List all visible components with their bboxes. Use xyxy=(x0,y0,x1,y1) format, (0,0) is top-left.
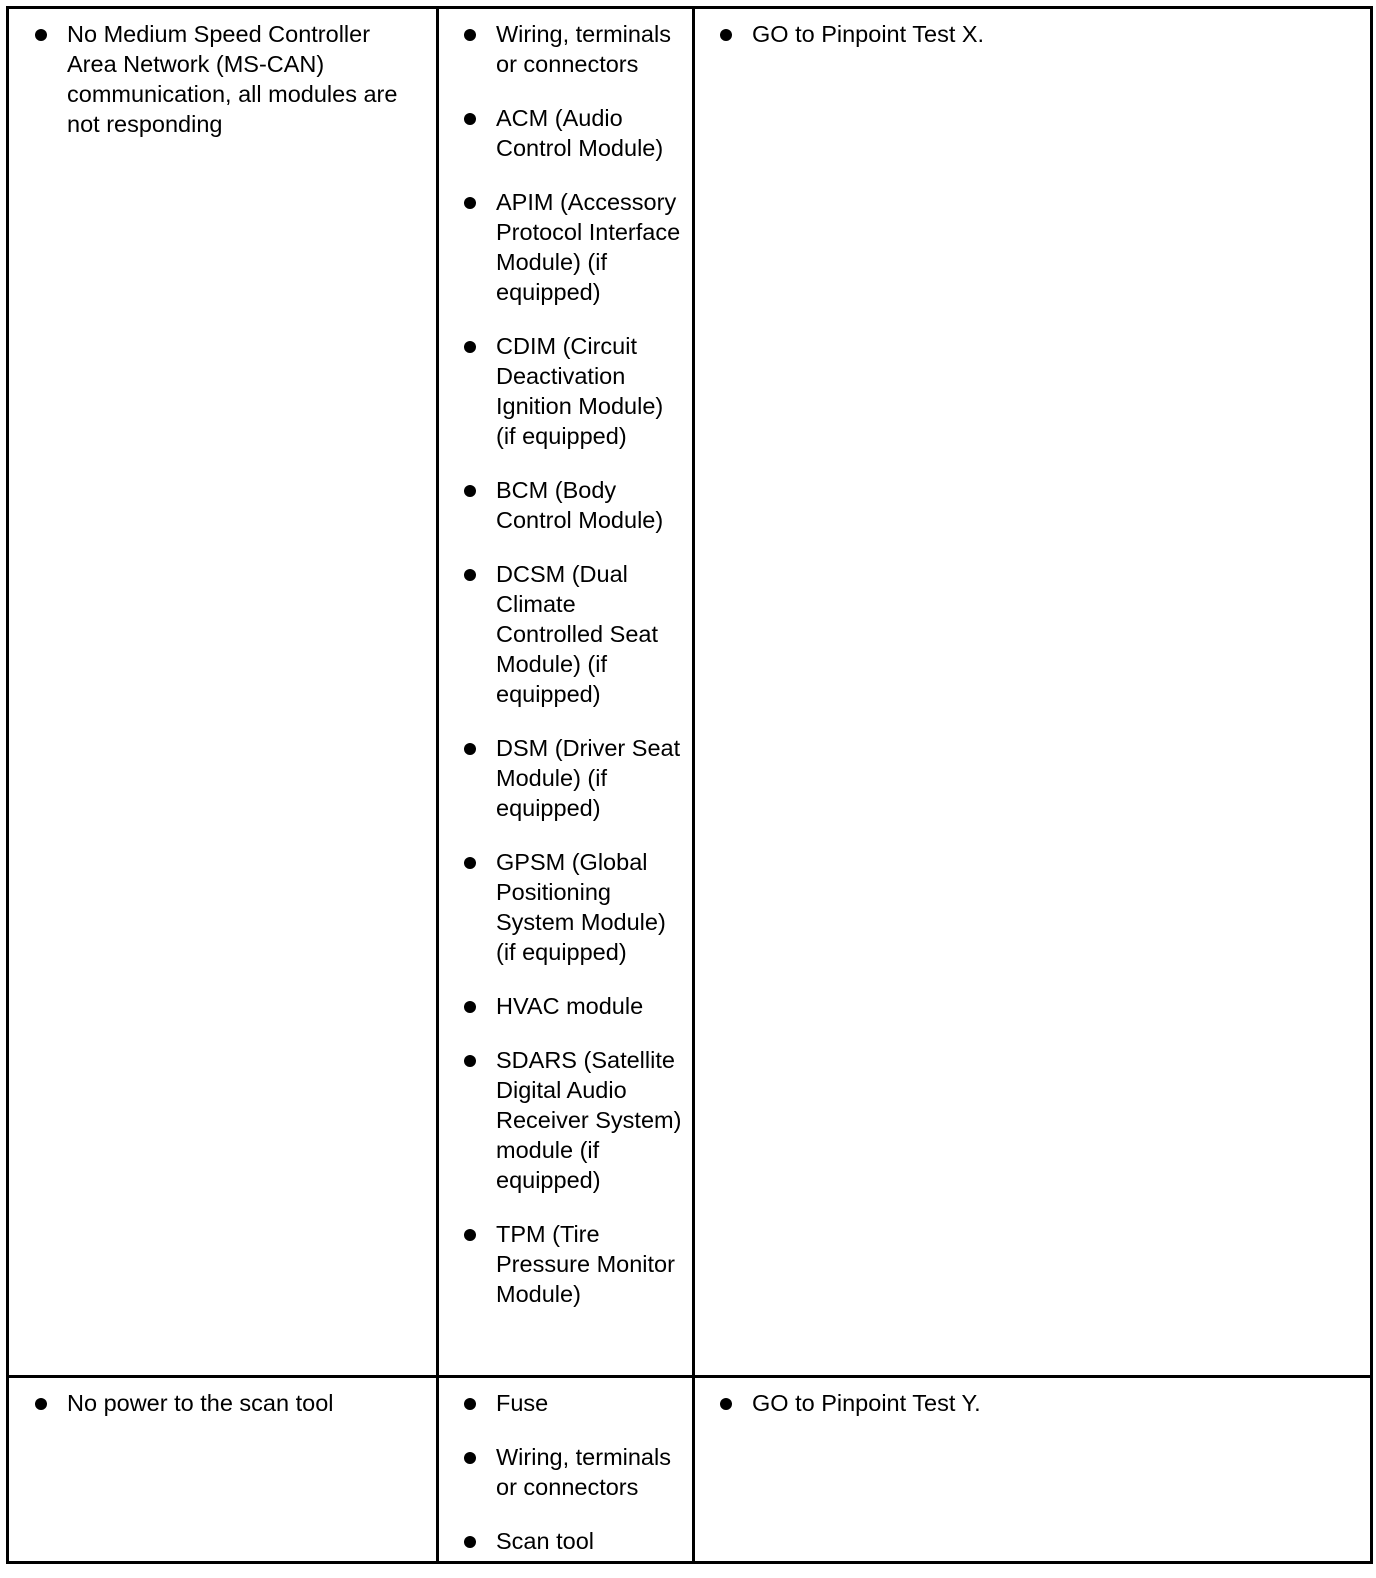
list-item xyxy=(35,1388,422,1418)
bullet-dot-icon xyxy=(720,1398,732,1410)
list-item xyxy=(464,733,688,823)
list-item xyxy=(464,19,688,79)
list-item xyxy=(464,847,688,967)
list-item xyxy=(464,187,688,307)
list-item-text: GO to Pinpoint Test Y. xyxy=(752,1390,981,1416)
list-item-text: TPM (Tire Pressure Monitor Module) xyxy=(496,1221,675,1307)
bullet-dot-icon xyxy=(464,341,476,353)
list-item xyxy=(464,991,688,1021)
list-item-text: Scan tool xyxy=(496,1528,594,1554)
list-item-text: Wiring, terminals or connectors xyxy=(496,1444,671,1500)
list-item xyxy=(464,1442,688,1502)
list-item-text: HVAC module xyxy=(496,993,644,1019)
list-item xyxy=(464,1045,688,1195)
symptom-chart-body xyxy=(8,8,1372,1563)
list-item-text: BCM (Body Control Module) xyxy=(496,477,664,533)
possible-source-cell xyxy=(438,1377,694,1563)
list-item-text: ACM (Audio Control Module) xyxy=(496,105,664,161)
list-item-text: No Medium Speed Controller Area Network (MS-CAN) communication, all modules are not responding xyxy=(67,21,398,137)
bullet-dot-icon xyxy=(464,1001,476,1013)
bullet-dot-icon xyxy=(464,1452,476,1464)
condition-cell xyxy=(8,8,438,1377)
table-row xyxy=(8,8,1372,1377)
bullet-dot-icon xyxy=(35,29,47,41)
bullet-dot-icon xyxy=(464,113,476,125)
list-item-text: GO to Pinpoint Test X. xyxy=(752,21,985,47)
condition-cell xyxy=(8,1377,438,1563)
bullet-dot-icon xyxy=(35,1398,47,1410)
list-item-text: GPSM (Global Positioning System Module) (if equipped) xyxy=(496,849,666,965)
list-item xyxy=(464,331,688,451)
bullet-dot-icon xyxy=(720,29,732,41)
list-item-text: DCSM (Dual Climate Controlled Seat Module) (if equipped) xyxy=(496,561,658,707)
list-item-text: SDARS (Satellite Digital Audio Receiver System) module (if equipped) xyxy=(496,1047,682,1193)
bullet-list xyxy=(439,9,692,1313)
bullet-dot-icon xyxy=(464,569,476,581)
list-item xyxy=(464,475,688,535)
bullet-dot-icon xyxy=(464,1398,476,1410)
bullet-dot-icon xyxy=(464,29,476,41)
bullet-list xyxy=(695,9,1370,59)
possible-source-cell xyxy=(438,8,694,1377)
list-item xyxy=(464,559,688,709)
bullet-dot-icon xyxy=(464,857,476,869)
list-item-text: Wiring, terminals or connectors xyxy=(496,21,671,77)
bullet-dot-icon xyxy=(464,1536,476,1548)
list-item xyxy=(464,1219,688,1309)
bullet-dot-icon xyxy=(464,485,476,497)
bullet-dot-icon xyxy=(464,1229,476,1241)
bullet-dot-icon xyxy=(464,197,476,209)
diagnostic-table-sheet xyxy=(6,6,1370,1564)
list-item-text: No power to the scan tool xyxy=(67,1390,334,1416)
list-item xyxy=(720,1388,1356,1418)
bullet-dot-icon xyxy=(464,1055,476,1067)
list-item xyxy=(464,103,688,163)
list-item xyxy=(464,1526,688,1556)
list-item-text: CDIM (Circuit Deactivation Ignition Module) (if equipped) xyxy=(496,333,664,449)
list-item-text: APIM (Accessory Protocol Interface Module) (if equipped) xyxy=(496,189,681,305)
list-item-text: DSM (Driver Seat Module) (if equipped) xyxy=(496,735,681,821)
bullet-list xyxy=(9,1378,436,1428)
action-cell xyxy=(694,8,1372,1377)
bullet-list xyxy=(695,1378,1370,1428)
table-row xyxy=(8,1377,1372,1563)
action-cell xyxy=(694,1377,1372,1563)
list-item xyxy=(720,19,1356,49)
list-item xyxy=(464,1388,688,1418)
symptom-chart-table xyxy=(6,6,1373,1564)
bullet-list xyxy=(439,1378,692,1560)
bullet-list xyxy=(9,9,436,149)
bullet-dot-icon xyxy=(464,743,476,755)
list-item-text: Fuse xyxy=(496,1390,549,1416)
list-item xyxy=(35,19,422,139)
